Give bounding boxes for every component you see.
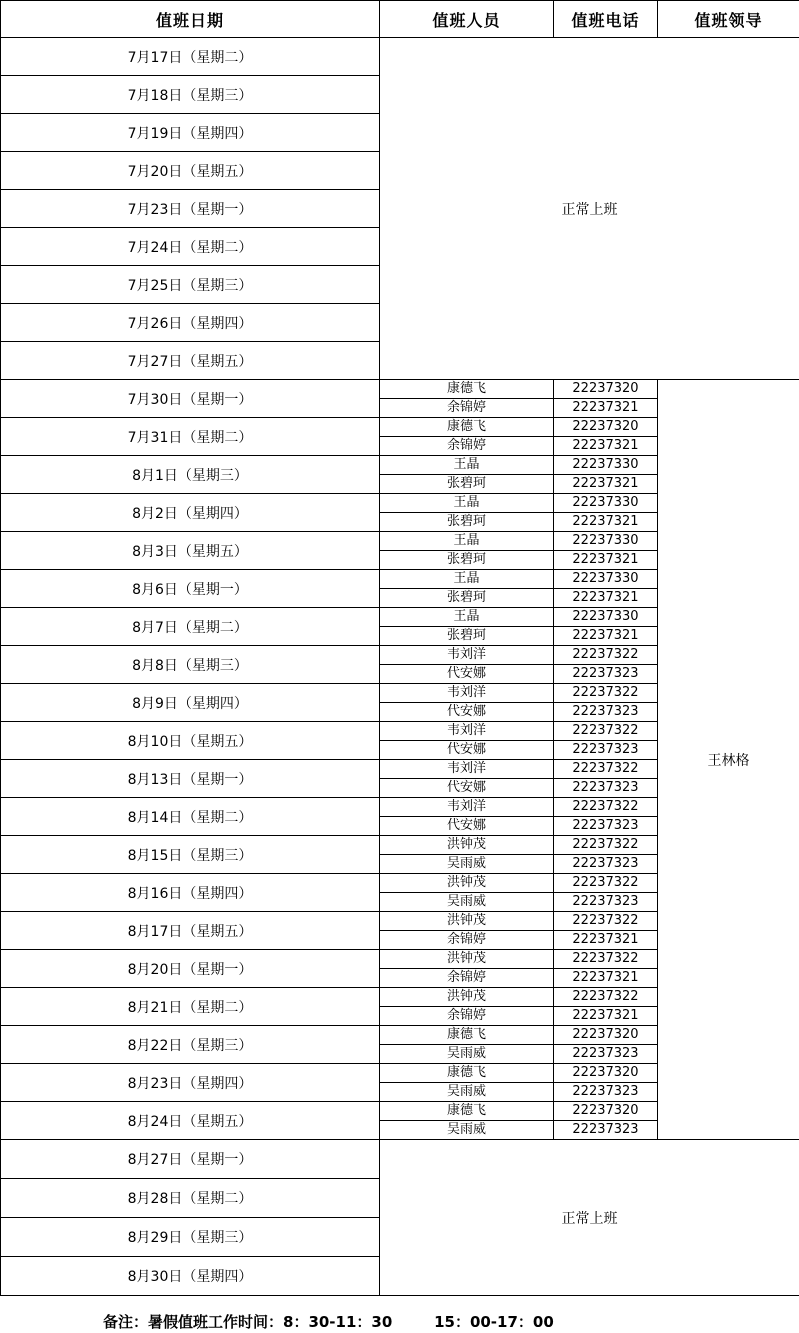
date-row [1,38,799,76]
normal-work-cell: 正常上班 [380,1140,799,1296]
staff-cell: 张碧珂 [380,513,554,532]
staff-cell: 洪钟茂 [380,874,554,893]
phone-cell: 22237323 [554,779,658,798]
date-cell: 8月16日（星期四） [1,874,380,912]
date-cell: 7月25日（星期三） [1,266,380,304]
date-cell: 8月13日（星期一） [1,760,380,798]
phone-cell: 22237323 [554,893,658,912]
staff-cell: 代安娜 [380,665,554,684]
phone-cell: 22237321 [554,627,658,646]
header-row [1,1,799,38]
staff-cell: 吴雨威 [380,1083,554,1102]
date-cell: 8月15日（星期三） [1,836,380,874]
staff-cell: 余锦婷 [380,969,554,988]
staff-cell: 代安娜 [380,703,554,722]
phone-cell: 22237320 [554,380,658,399]
date-row [1,1140,799,1179]
date-cell: 7月18日（星期三） [1,76,380,114]
phone-cell: 22237323 [554,665,658,684]
phone-cell: 22237321 [554,551,658,570]
date-cell: 8月1日（星期三） [1,456,380,494]
date-cell: 8月10日（星期五） [1,722,380,760]
phone-cell: 22237321 [554,969,658,988]
phone-cell: 22237330 [554,608,658,627]
staff-cell: 吴雨威 [380,855,554,874]
staff-cell: 吴雨威 [380,1121,554,1140]
phone-cell: 22237323 [554,741,658,760]
date-cell: 7月24日（星期二） [1,228,380,266]
staff-cell: 韦刘洋 [380,760,554,779]
phone-cell: 22237322 [554,722,658,741]
date-cell: 7月27日（星期五） [1,342,380,380]
leader-cell: 王林格 [658,380,799,1140]
staff-cell: 康德飞 [380,1102,554,1121]
staff-cell: 王晶 [380,494,554,513]
phone-cell: 22237323 [554,855,658,874]
date-cell: 8月29日（星期三） [1,1218,380,1257]
date-cell: 7月17日（星期二） [1,38,380,76]
phone-cell: 22237321 [554,513,658,532]
phone-cell: 22237323 [554,1045,658,1064]
phone-cell: 22237322 [554,988,658,1007]
phone-cell: 22237322 [554,836,658,855]
normal-work-cell: 正常上班 [380,38,799,380]
date-cell: 8月8日（星期三） [1,646,380,684]
working-hours-note-text: 备注：暑假值班工作时间：8：30-11：30 15：00-17：00 [103,1313,554,1331]
date-cell: 7月20日（星期五） [1,152,380,190]
phone-cell: 22237322 [554,874,658,893]
staff-cell: 王晶 [380,570,554,589]
date-cell: 8月28日（星期二） [1,1179,380,1218]
staff-cell: 康德飞 [380,418,554,437]
phone-cell: 22237323 [554,817,658,836]
staff-cell: 吴雨威 [380,1045,554,1064]
date-cell: 8月21日（星期二） [1,988,380,1026]
date-cell: 7月26日（星期四） [1,304,380,342]
phone-cell: 22237322 [554,760,658,779]
phone-cell: 22237330 [554,494,658,513]
phone-cell: 22237323 [554,703,658,722]
staff-cell: 吴雨威 [380,893,554,912]
phone-cell: 22237321 [554,931,658,950]
staff-cell: 余锦婷 [380,931,554,950]
staff-cell: 韦刘洋 [380,646,554,665]
staff-cell: 余锦婷 [380,399,554,418]
phone-cell: 22237320 [554,1102,658,1121]
staff-cell: 洪钟茂 [380,836,554,855]
date-cell: 8月14日（星期二） [1,798,380,836]
phone-cell: 22237322 [554,798,658,817]
date-cell: 8月9日（星期四） [1,684,380,722]
phone-cell: 22237330 [554,532,658,551]
staff-cell: 代安娜 [380,741,554,760]
staff-cell: 代安娜 [380,817,554,836]
header-staff: 值班人员 [380,1,554,38]
phone-cell: 22237322 [554,912,658,931]
header-phone: 值班电话 [554,1,658,38]
header-leader: 值班领导 [658,1,799,38]
duty-row [1,380,799,399]
staff-cell: 韦刘洋 [380,722,554,741]
staff-cell: 代安娜 [380,779,554,798]
staff-cell: 王晶 [380,456,554,475]
staff-cell: 洪钟茂 [380,988,554,1007]
date-cell: 8月20日（星期一） [1,950,380,988]
phone-cell: 22237323 [554,1083,658,1102]
date-cell: 8月7日（星期二） [1,608,380,646]
date-cell: 7月31日（星期二） [1,418,380,456]
staff-cell: 康德飞 [380,380,554,399]
phone-cell: 22237330 [554,456,658,475]
staff-cell: 余锦婷 [380,437,554,456]
staff-cell: 张碧珂 [380,627,554,646]
date-cell: 8月22日（星期三） [1,1026,380,1064]
phone-cell: 22237330 [554,570,658,589]
phone-cell: 22237321 [554,399,658,418]
staff-cell: 王晶 [380,532,554,551]
phone-cell: 22237322 [554,684,658,703]
phone-cell: 22237320 [554,1064,658,1083]
date-cell: 8月3日（星期五） [1,532,380,570]
phone-cell: 22237321 [554,1007,658,1026]
staff-cell: 张碧珂 [380,475,554,494]
date-cell: 8月6日（星期一） [1,570,380,608]
staff-cell: 张碧珂 [380,551,554,570]
date-cell: 8月17日（星期五） [1,912,380,950]
date-cell: 7月23日（星期一） [1,190,380,228]
phone-cell: 22237322 [554,950,658,969]
phone-cell: 22237321 [554,437,658,456]
staff-cell: 洪钟茂 [380,950,554,969]
phone-cell: 22237321 [554,589,658,608]
date-cell: 8月30日（星期四） [1,1257,380,1296]
staff-cell: 王晶 [380,608,554,627]
date-cell: 8月23日（星期四） [1,1064,380,1102]
date-cell: 7月19日（星期四） [1,114,380,152]
roster-body [1,38,799,1296]
staff-cell: 康德飞 [380,1064,554,1083]
phone-cell: 22237320 [554,418,658,437]
date-cell: 8月2日（星期四） [1,494,380,532]
staff-cell: 张碧珂 [380,589,554,608]
staff-cell: 洪钟茂 [380,912,554,931]
staff-cell: 康德飞 [380,1026,554,1045]
header-date: 值班日期 [1,1,380,38]
staff-cell: 余锦婷 [380,1007,554,1026]
phone-cell: 22237321 [554,475,658,494]
staff-cell: 韦刘洋 [380,798,554,817]
date-cell: 8月27日（星期一） [1,1140,380,1179]
date-cell: 8月24日（星期五） [1,1102,380,1140]
phone-cell: 22237323 [554,1121,658,1140]
staff-cell: 韦刘洋 [380,684,554,703]
phone-cell: 22237320 [554,1026,658,1045]
working-hours-note [0,1311,799,1333]
date-cell: 7月30日（星期一） [1,380,380,418]
phone-cell: 22237322 [554,646,658,665]
